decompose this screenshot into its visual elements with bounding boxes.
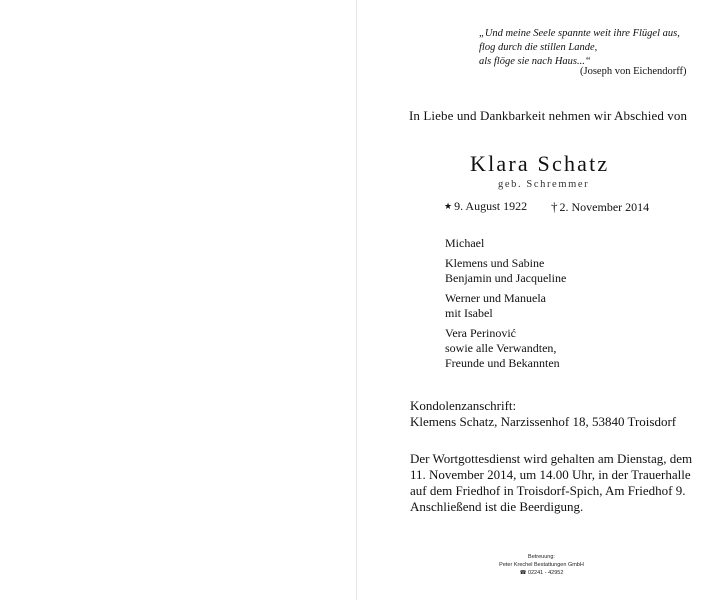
quote-author: (Joseph von Eichendorff) — [580, 66, 687, 77]
mourner-line: Vera Perinović — [445, 326, 516, 340]
footer-company: Peter Krechel Bestattungen GmbH — [499, 562, 584, 568]
mourner-line: Benjamin und Jacqueline — [445, 271, 567, 285]
maiden-name: geb. Schremmer — [498, 179, 590, 190]
page-fold-line — [356, 0, 357, 600]
funeral-home-footer — [490, 553, 593, 577]
death-date — [551, 199, 649, 215]
cross-icon: † — [551, 199, 558, 214]
mourner-group — [445, 291, 566, 321]
mourner-line: sowie alle Verwandten, — [445, 341, 557, 355]
birth-date — [444, 199, 527, 214]
service-line: Anschließend ist die Beerdigung. — [410, 499, 584, 514]
mourner-line: Klemens und Sabine — [445, 256, 545, 270]
quote-line: flog durch die stillen Lande, — [479, 42, 598, 53]
address-label: Kondolenzanschrift: — [410, 398, 517, 413]
service-line: auf dem Friedhof in Troisdorf-Spich, Am Friedhof 9. — [410, 483, 686, 498]
service-line: 11. November 2014, um 14.00 Uhr, in der Trauerhalle — [410, 467, 691, 482]
mourner-line: Freunde und Bekannten — [445, 356, 560, 370]
mourner-line: Werner und Manuela — [445, 291, 546, 305]
death-date-text: 2. November 2014 — [559, 200, 650, 214]
star-icon: ★ — [444, 201, 453, 211]
quote-line: als flöge sie nach Haus...“ — [479, 56, 591, 67]
intro-text: In Liebe und Dankbarkeit nehmen wir Abschied von — [409, 108, 688, 123]
service-line: Der Wortgottesdienst wird gehalten am Dienstag, dem — [410, 451, 693, 466]
mourner-group — [445, 256, 566, 286]
footer-phone: ☎ 02241 - 42952 — [519, 570, 564, 576]
mourners-list — [445, 236, 566, 376]
mourner-group — [445, 326, 566, 371]
mourner-group — [445, 236, 566, 251]
condolence-address — [410, 398, 676, 430]
mourner-line: mit Isabel — [445, 306, 493, 320]
footer-label: Betreuung: — [528, 554, 555, 560]
service-notice — [410, 451, 692, 515]
birth-date-text: 9. August 1922 — [454, 199, 528, 213]
mourner-line: Michael — [445, 236, 485, 250]
deceased-name: Klara Schatz — [470, 151, 610, 176]
epigraph-quote — [479, 27, 680, 69]
quote-line: „Und meine Seele spannte weit ihre Flügel aus, — [479, 28, 680, 39]
address-value: Klemens Schatz, Narzissenhof 18, 53840 Troisdorf — [410, 414, 677, 429]
